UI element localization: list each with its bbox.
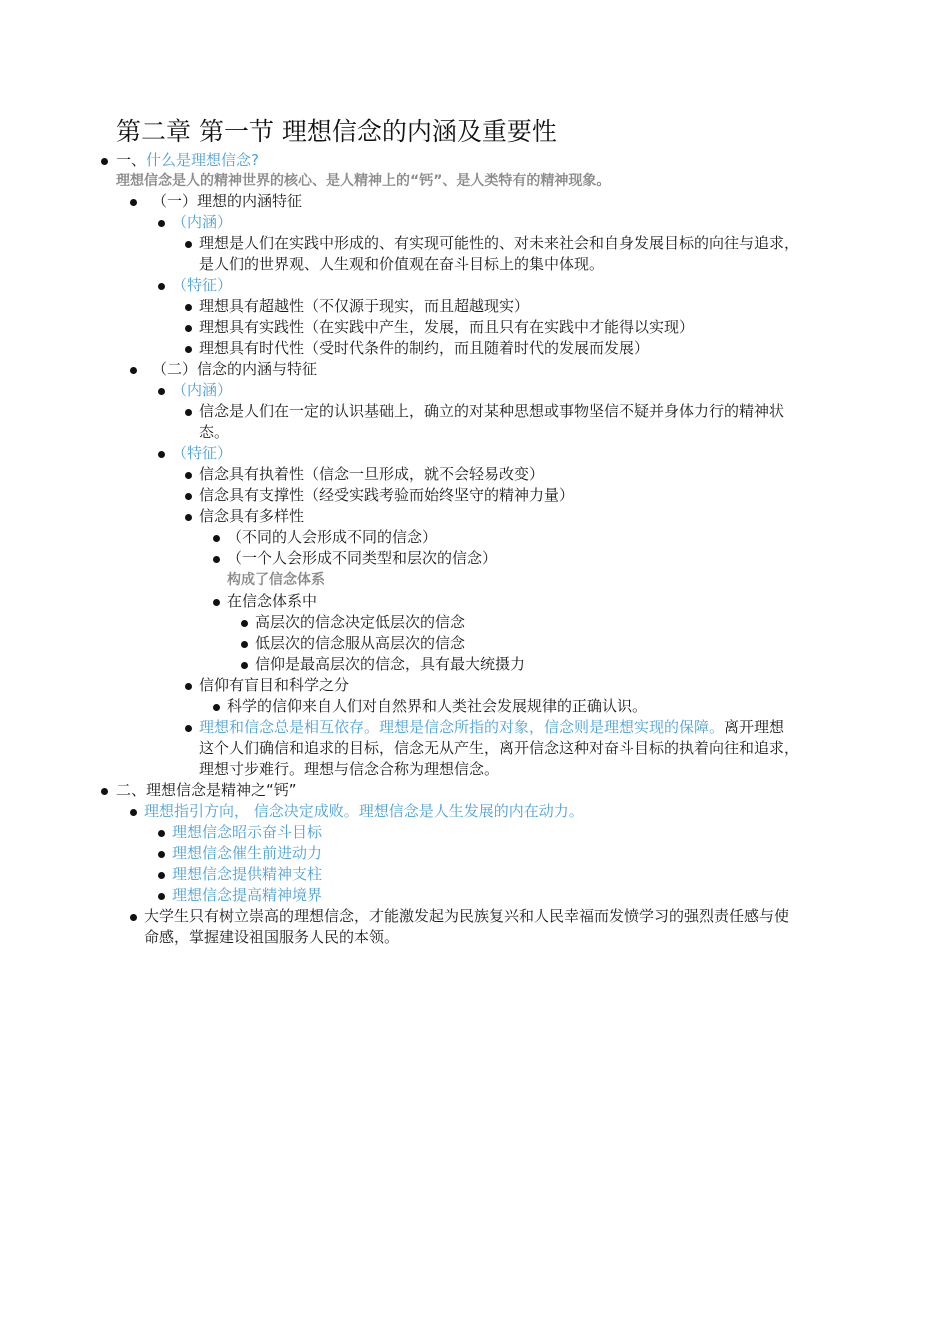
belief-feature-1: 信念具有执着性（信念一旦形成，就不会轻易改变）: [199, 465, 545, 483]
bullet-icon: [158, 851, 165, 858]
bullet-icon: [158, 893, 165, 900]
belief-features-label[interactable]: （特征）: [172, 444, 233, 462]
belief-heading: （二）信念的内涵与特征: [152, 360, 318, 378]
bullet-icon: [213, 535, 220, 542]
section-one-title[interactable]: 什么是理想信念?: [146, 151, 259, 169]
belief-feature-3: 信念具有多样性: [199, 507, 305, 525]
section-two-point-1[interactable]: 理想信念昭示奋斗目标: [172, 823, 323, 841]
bullet-icon: [130, 367, 137, 374]
bullet-icon: [185, 325, 192, 332]
ideal-connotation-line2: 是人们的世界观、人生观和价值观在奋斗目标上的集中体现。: [199, 255, 605, 273]
bullet-icon: [241, 662, 248, 669]
page-title: 第二章 第一节 理想信念的内涵及重要性: [116, 117, 557, 146]
relation-line2: 这个人们确信和追求的目标，信念无从产生，离开信念这种对奋斗目标的执着向往和追求，: [199, 739, 800, 757]
belief-feature-3b: （一个人会形成不同类型和层次的信念）: [227, 549, 498, 567]
ideal-heading: （一）理想的内涵特征: [152, 192, 303, 210]
bullet-icon: [185, 409, 192, 416]
belief-connotation-line2: 态。: [199, 423, 230, 441]
bullet-icon: [185, 725, 192, 732]
bullet-icon: [101, 788, 108, 795]
bullet-icon: [130, 914, 137, 921]
ideal-connotation-label[interactable]: （内涵）: [172, 213, 233, 231]
section-two-point-3[interactable]: 理想信念提供精神支柱: [172, 865, 323, 883]
belief-feature-3c3: 信仰是最高层次的信念，具有最大统摄力: [255, 655, 526, 673]
belief-connotation-label[interactable]: （内涵）: [172, 381, 233, 399]
bullet-icon: [185, 241, 192, 248]
bullet-icon: [101, 158, 108, 165]
section-two-lead[interactable]: 理想指引方向， 信念决定成败。理想信念是人生发展的内在动力。: [144, 802, 584, 820]
student-line1: 大学生只有树立崇高的理想信念，才能激发起为民族复兴和人民幸福而发愤学习的强烈责任感与使: [144, 907, 790, 925]
belief-feature-3c: 在信念体系中: [227, 592, 318, 610]
relation-text: 离开理想: [724, 718, 785, 736]
belief-feature-4a: 科学的信仰来自人们对自然界和人类社会发展规律的正确认识。: [227, 697, 648, 715]
relation-line1: [199, 717, 784, 738]
section-two-heading: 二、理想信念是精神之“钙”: [116, 781, 297, 799]
bullet-icon: [241, 620, 248, 627]
bullet-icon: [213, 599, 220, 606]
belief-feature-3c1: 高层次的信念决定低层次的信念: [255, 613, 466, 631]
section-two-point-4[interactable]: 理想信念提高精神境界: [172, 886, 323, 904]
bullet-icon: [185, 683, 192, 690]
bullet-icon: [213, 556, 220, 563]
bullet-icon: [158, 872, 165, 879]
bullet-icon: [213, 704, 220, 711]
ideal-connotation-line1: 理想是人们在实践中形成的、有实现可能性的、对未来社会和自身发展目标的向往与追求，: [199, 234, 800, 252]
section-one-heading: [116, 150, 259, 171]
bullet-icon: [185, 493, 192, 500]
bullet-icon: [185, 472, 192, 479]
bullet-icon: [185, 304, 192, 311]
relation-line3: 理想寸步难行。理想与信念合称为理想信念。: [199, 760, 500, 778]
belief-feature-4: 信仰有盲目和科学之分: [199, 676, 350, 694]
bullet-icon: [130, 199, 137, 206]
bullet-icon: [185, 514, 192, 521]
belief-feature-2: 信念具有支撑性（经受实践考验而始终坚守的精神力量）: [199, 486, 575, 504]
bullet-icon: [158, 388, 165, 395]
section-two-point-2[interactable]: 理想信念催生前进动力: [172, 844, 323, 862]
belief-feature-3a: （不同的人会形成不同的信念）: [227, 528, 438, 546]
ideal-feature-1: 理想具有超越性（不仅源于现实，而且超越现实）: [199, 297, 530, 315]
relation-highlight[interactable]: 理想和信念总是相互依存。理想是信念所指的对象，信念则是理想实现的保障。: [199, 718, 725, 736]
section-one-summary: 理想信念是人的精神世界的核心、是人精神上的“钙”、是人类特有的精神现象。: [116, 173, 611, 189]
bullet-icon: [130, 809, 137, 816]
belief-system-note: 构成了信念体系: [227, 572, 325, 588]
bullet-icon: [185, 346, 192, 353]
bullet-icon: [158, 830, 165, 837]
ideal-features-label[interactable]: （特征）: [172, 276, 233, 294]
bullet-icon: [158, 220, 165, 227]
belief-feature-3c2: 低层次的信念服从高层次的信念: [255, 634, 466, 652]
ideal-feature-2: 理想具有实践性（在实践中产生，发展，而且只有在实践中才能得以实现）: [199, 318, 695, 336]
student-line2: 命感，掌握建设祖国服务人民的本领。: [144, 928, 400, 946]
section-one-prefix: 一、: [116, 151, 147, 169]
bullet-icon: [241, 641, 248, 648]
bullet-icon: [158, 283, 165, 290]
bullet-icon: [158, 451, 165, 458]
belief-connotation-line1: 信念是人们在一定的认识基础上，确立的对某种思想或事物坚信不疑并身体力行的精神状: [199, 402, 785, 420]
ideal-feature-3: 理想具有时代性（受时代条件的制约，而且随着时代的发展而发展）: [199, 339, 650, 357]
